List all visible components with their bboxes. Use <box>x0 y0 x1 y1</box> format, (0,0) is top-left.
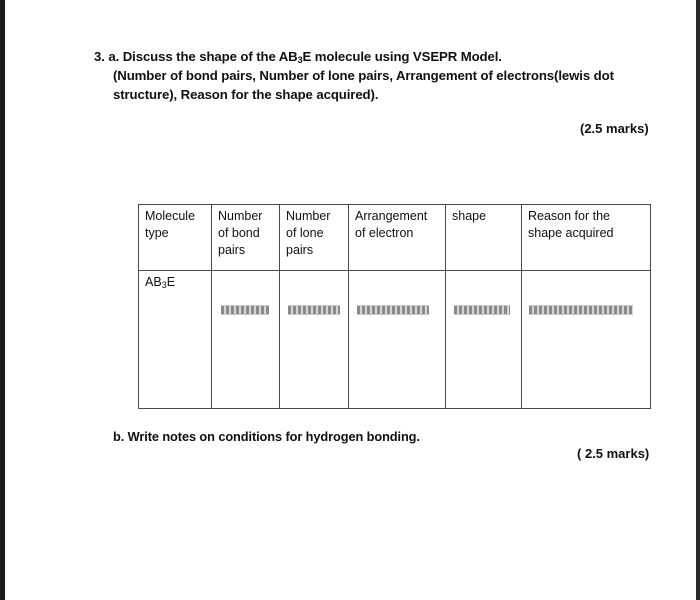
question-a-line2: (Number of bond pairs, Number of lone pairs, Arrangement of electrons(lewis dot <box>113 68 614 83</box>
question-a-line1: 3. a. Discuss the shape of the $AB_3E$ molecule using VSEPR Model. <box>94 49 502 65</box>
right-edge-bar <box>696 0 700 600</box>
cell-lone-pairs[interactable] <box>280 271 349 409</box>
question-b-marks: ( 2.5 marks) <box>577 446 650 461</box>
question-a-marks: (2.5 marks) <box>580 121 649 136</box>
answer-table <box>138 204 651 409</box>
header-molecule-type: Molecule type <box>139 205 212 271</box>
cell-shape[interactable] <box>446 271 522 409</box>
left-edge-bar <box>0 0 5 600</box>
cell-molecule: $AB_3E$ <box>139 271 212 409</box>
header-arrangement: Arrangement of electron <box>349 205 446 271</box>
cell-reason[interactable] <box>522 271 651 409</box>
blank-reason[interactable] <box>529 305 633 315</box>
blank-arrangement[interactable] <box>357 305 429 315</box>
cell-arrangement[interactable] <box>349 271 446 409</box>
header-reason: Reason for the shape acquired <box>522 205 651 271</box>
header-bond-pairs: Number of bond pairs <box>212 205 280 271</box>
header-lone-pairs: Number of lone pairs <box>280 205 349 271</box>
question-b: b. Write notes on conditions for hydrogen bonding. <box>113 429 420 444</box>
header-shape: shape <box>446 205 522 271</box>
question-a-line3: structure), Reason for the shape acquired). <box>113 87 379 102</box>
blank-shape[interactable] <box>454 305 510 315</box>
blank-bond-pairs[interactable] <box>221 305 269 315</box>
table-row <box>139 271 651 409</box>
blank-lone-pairs[interactable] <box>288 305 340 315</box>
table-header-row <box>139 205 651 271</box>
cell-bond-pairs[interactable] <box>212 271 280 409</box>
